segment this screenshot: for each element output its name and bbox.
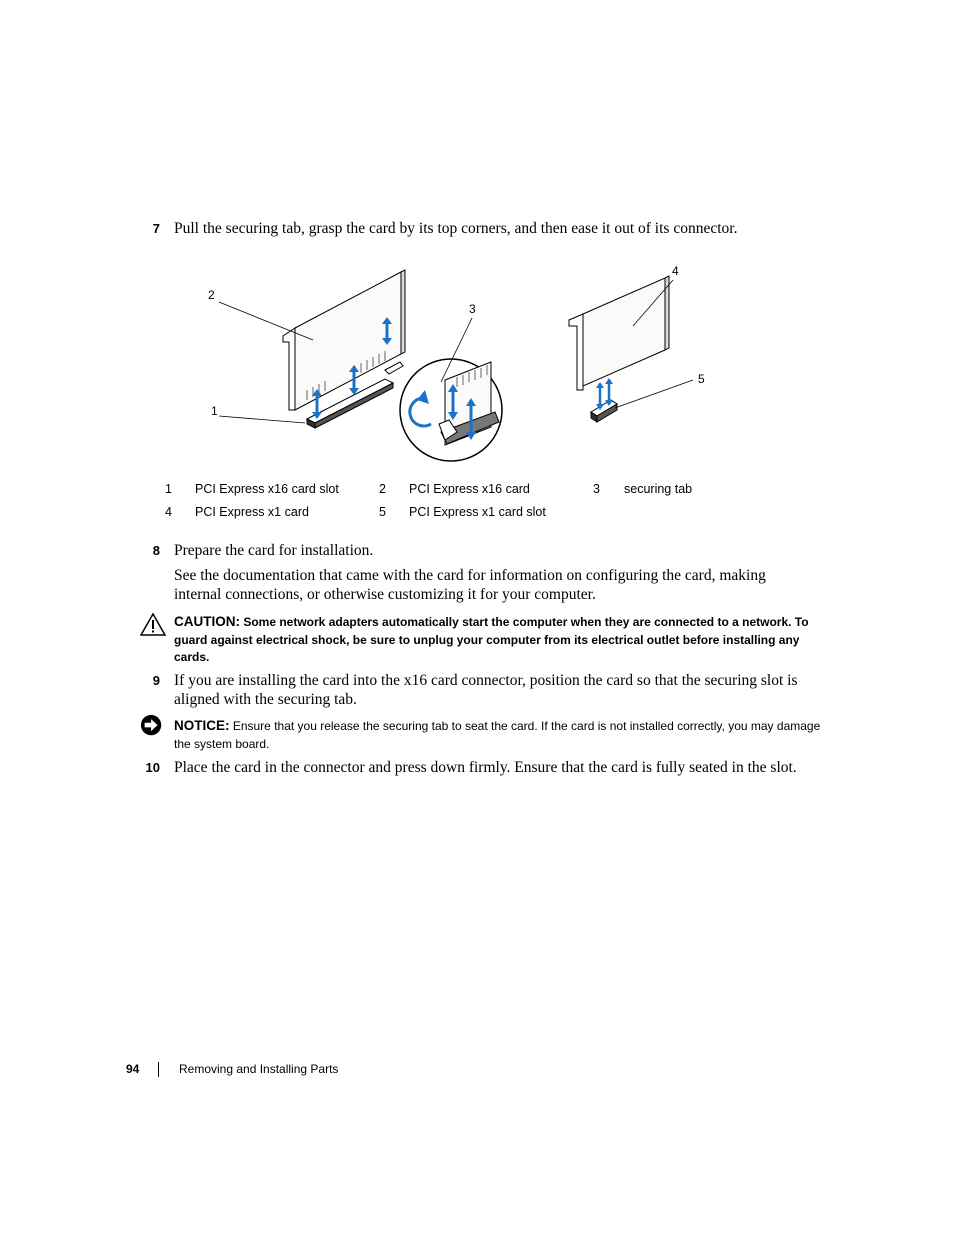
step-text: Prepare the card for installation. [174, 542, 374, 559]
caution-body: Some network adapters automatically start the computer when they are connected to a network. To guard against electrical shock, be sure to unplug your computer from its electrical outlet before installing any cards. [174, 615, 809, 664]
footer-divider [158, 1062, 159, 1077]
legend-number: 3 [593, 482, 600, 496]
legend-label: PCI Express x16 card slot [195, 482, 339, 496]
card-diagram [195, 262, 725, 472]
page-number: 94 [126, 1062, 140, 1076]
legend-number: 1 [165, 482, 172, 496]
step-number: 10 [145, 760, 160, 775]
x1-bracket [569, 314, 583, 390]
notice-label: NOTICE: [174, 718, 230, 733]
notice-arrow-icon [140, 714, 164, 738]
caution-label: CAUTION: [174, 614, 240, 629]
callout-5: 5 [698, 372, 705, 386]
step-paragraph: See the documentation that came with the card for information on configuring the card, making internal connections, or otherwise customizing it for your computer. [174, 567, 766, 603]
caution-note [140, 612, 820, 668]
x16-bracket [283, 328, 295, 410]
legend-label: securing tab [624, 482, 693, 496]
legend-label: PCI Express x1 card slot [409, 505, 546, 519]
step-text: Pull the securing tab, grasp the card by its top corners, and then ease it out of its connector. [174, 220, 738, 237]
legend-label: PCI Express x1 card [195, 505, 309, 519]
legend-number: 2 [379, 482, 386, 496]
callout-3: 3 [469, 302, 476, 316]
step-number: 9 [152, 673, 160, 688]
step-text: Place the card in the connector and press down firmly. Ensure that the card is fully seated in the slot. [174, 759, 797, 776]
section-title: Removing and Installing Parts [179, 1062, 339, 1076]
legend-number: 4 [165, 505, 172, 519]
caution-text [174, 613, 822, 667]
caution-triangle-icon [140, 612, 166, 638]
legend-label: PCI Express x16 card [409, 482, 530, 496]
callout-2: 2 [208, 288, 215, 302]
notice-text [174, 717, 822, 753]
step-number: 8 [152, 543, 160, 558]
card-removal-illustration [195, 262, 725, 472]
x1-card [583, 278, 665, 386]
callout-1: 1 [211, 404, 218, 418]
legend-row [160, 482, 760, 505]
notice-note [140, 714, 820, 754]
legend-row [160, 505, 760, 528]
figure-legend [160, 482, 760, 528]
callout-4: 4 [672, 264, 679, 278]
step-number: 7 [152, 221, 160, 236]
legend-number: 5 [379, 505, 386, 519]
step-text: If you are installing the card into the x16 card connector, position the card so that the securing slot is aligned with the securing tab. [174, 672, 798, 708]
notice-body: Ensure that you release the securing tab to seat the card. If the card is not installed correctly, you may damage the system board. [174, 719, 821, 751]
